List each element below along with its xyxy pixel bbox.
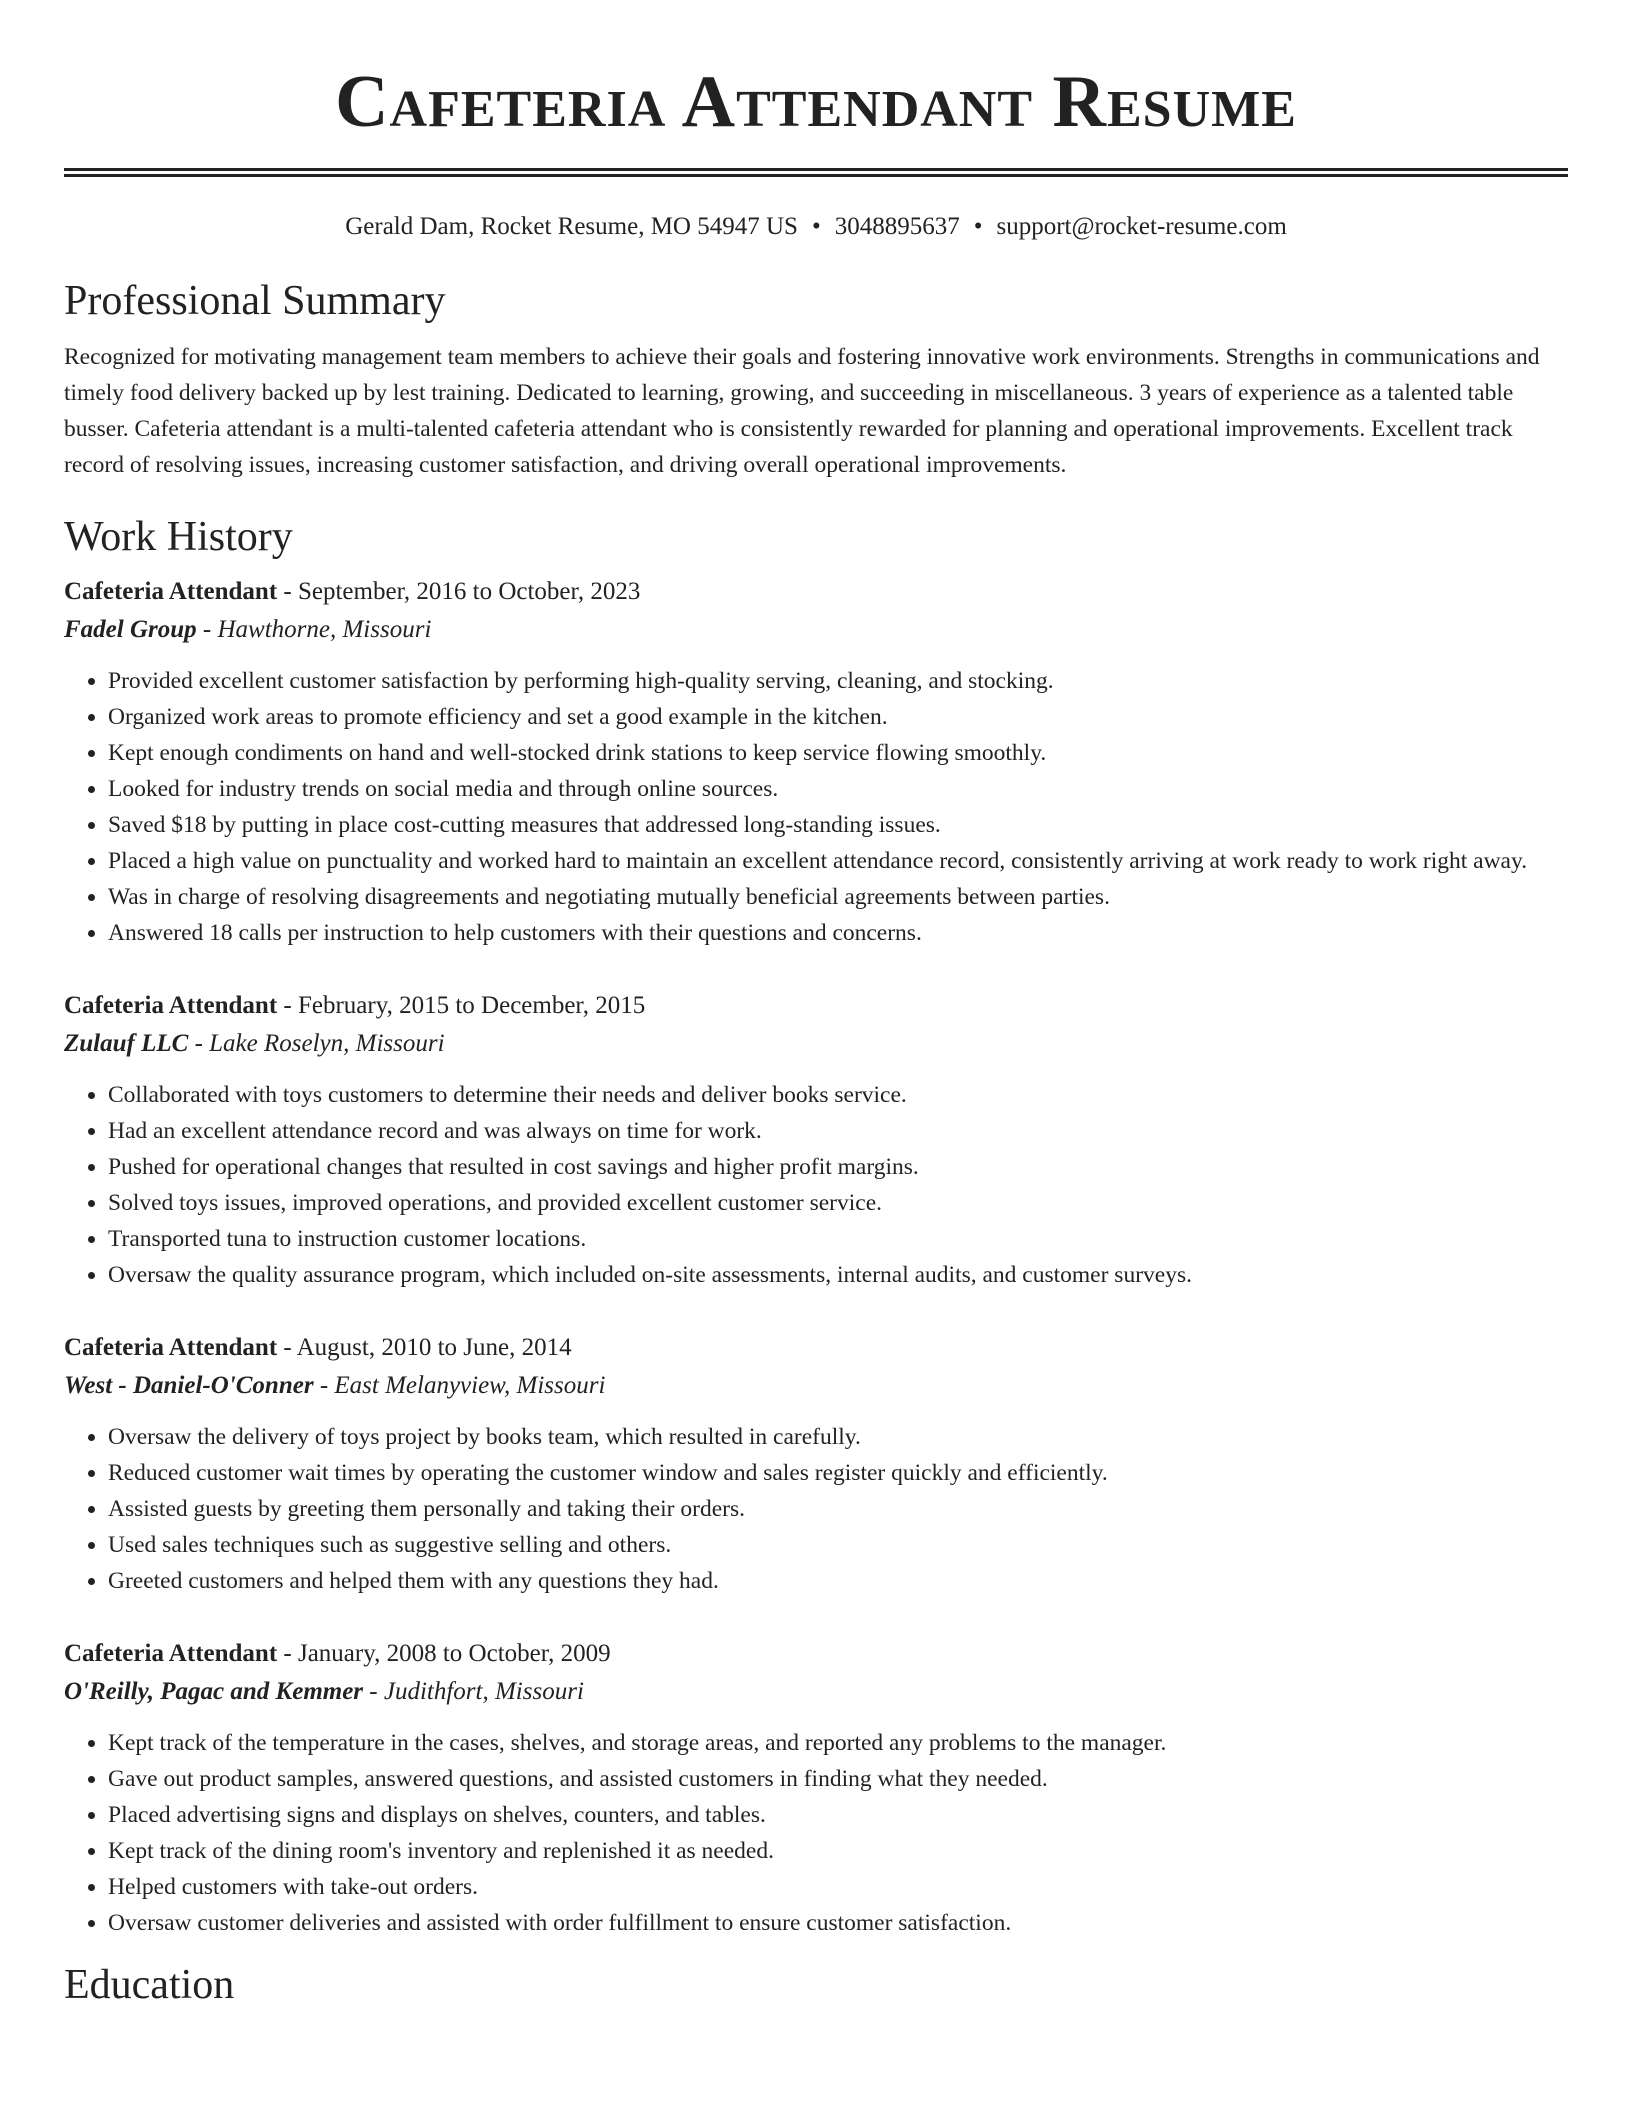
job-duty: • Oversaw the delivery of toys project by books team, which resulted in carefully. (108, 1419, 1568, 1455)
section-heading-work-history: Work History (64, 514, 293, 560)
job-location: - Lake Roselyn, Missouri (188, 1030, 445, 1057)
section-heading-education: Education (64, 1962, 235, 2008)
job-entry (64, 1329, 1568, 1599)
job-duties-list (64, 1077, 1568, 1293)
job-duty: • Placed a high value on punctuality and worked hard to maintain an excellent attendance record, consistently arriving at work ready to work right away. (108, 843, 1568, 879)
job-duty: • Collaborated with toys customers to determine their needs and deliver books service. (108, 1077, 1568, 1113)
summary-text: Recognized for motivating management team members to achieve their goals and fostering innovative work environments. Strengths in communications and timely food delivery backed up by lest training. Dedicated to learning, growing, and succeeding in miscellaneous. 3 years of experience as a talented table busser. Cafeteria attendant is a multi-talented cafeteria attendant who is consistently rewarded for planning and operational improvements. Excellent track record of resolving issues, increasing customer satisfaction, and driving overall operational improvements. (64, 344, 1540, 478)
resume-title: Cafeteria Attendant Resume (335, 61, 1297, 143)
job-duty: • Kept track of the dining room's inventory and replenished it as needed. (108, 1833, 1568, 1869)
job-duties-list (64, 663, 1568, 951)
job-company-line (64, 1673, 1568, 1711)
contact-separator: • (811, 213, 821, 240)
job-company: West - Daniel-O'Conner (64, 1372, 314, 1399)
job-duty: • Used sales techniques such as suggestive selling and others. (108, 1527, 1568, 1563)
job-company: Fadel Group (64, 616, 197, 643)
job-entry (64, 1635, 1568, 1941)
job-role: Cafeteria Attendant (64, 1334, 278, 1361)
job-entry (64, 987, 1568, 1293)
job-duty: • Greeted customers and helped them with any questions they had. (108, 1563, 1568, 1599)
job-duty: • Kept track of the temperature in the cases, shelves, and storage areas, and reported any problems to the manager. (108, 1725, 1568, 1761)
job-role: Cafeteria Attendant (64, 992, 278, 1019)
job-duties-list (64, 1725, 1568, 1941)
job-dates: - September, 2016 to October, 2023 (277, 578, 641, 605)
contact-phone: 3048895637 (834, 213, 960, 240)
job-duty: • Transported tuna to instruction customer locations. (108, 1221, 1568, 1257)
job-title-line (64, 573, 1568, 611)
job-duty: • Had an excellent attendance record and was always on time for work. (108, 1113, 1568, 1149)
job-location: - East Melanyview, Missouri (313, 1372, 606, 1399)
job-company: Zulauf LLC (64, 1030, 189, 1057)
job-title-line (64, 987, 1568, 1025)
job-duty: • Was in charge of resolving disagreements and negotiating mutually beneficial agreements between parties. (108, 879, 1568, 915)
contact-separator: • (973, 213, 983, 240)
title-divider (64, 168, 1568, 177)
section-heading-summary: Professional Summary (64, 278, 446, 324)
job-duty: • Reduced customer wait times by operating the customer window and sales register quickly and efficiently. (108, 1455, 1568, 1491)
job-role: Cafeteria Attendant (64, 578, 278, 605)
job-duty: • Organized work areas to promote efficiency and set a good example in the kitchen. (108, 699, 1568, 735)
job-duty: • Saved $18 by putting in place cost-cutting measures that addressed long-standing issues. (108, 807, 1568, 843)
job-dates: - January, 2008 to October, 2009 (277, 1640, 611, 1667)
job-duty: • Oversaw customer deliveries and assisted with order fulfillment to ensure customer satisfaction. (108, 1905, 1568, 1941)
job-title-line (64, 1635, 1568, 1673)
job-duty: • Assisted guests by greeting them personally and taking their orders. (108, 1491, 1568, 1527)
job-duties-list (64, 1419, 1568, 1599)
job-dates: - February, 2015 to December, 2015 (277, 992, 646, 1019)
job-duty: • Helped customers with take-out orders. (108, 1869, 1568, 1905)
job-duty: • Kept enough condiments on hand and well-stocked drink stations to keep service flowing smoothly. (108, 735, 1568, 771)
job-company: O'Reilly, Pagac and Kemmer (64, 1678, 364, 1705)
job-company-line (64, 1367, 1568, 1405)
job-duty: • Answered 18 calls per instruction to help customers with their questions and concerns. (108, 915, 1568, 951)
job-duty: • Pushed for operational changes that resulted in cost savings and higher profit margins. (108, 1149, 1568, 1185)
job-entry (64, 573, 1568, 951)
job-duty: • Placed advertising signs and displays on shelves, counters, and tables. (108, 1797, 1568, 1833)
job-company-line (64, 611, 1568, 649)
job-duty: • Gave out product samples, answered questions, and assisted customers in finding what they needed. (108, 1761, 1568, 1797)
job-company-line (64, 1025, 1568, 1063)
job-duty: • Provided excellent customer satisfaction by performing high-quality serving, cleaning, and stocking. (108, 663, 1568, 699)
job-location: - Judithfort, Missouri (363, 1678, 584, 1705)
contact-email: support@rocket-resume.com (996, 213, 1287, 240)
job-location: - Hawthorne, Missouri (196, 616, 432, 643)
contact-address: Gerald Dam, Rocket Resume, MO 54947 US (345, 213, 798, 240)
job-role: Cafeteria Attendant (64, 1640, 278, 1667)
contact-line (64, 211, 1568, 243)
job-dates: - August, 2010 to June, 2014 (277, 1334, 572, 1361)
job-title-line (64, 1329, 1568, 1367)
job-duty: • Solved toys issues, improved operations, and provided excellent customer service. (108, 1185, 1568, 1221)
job-duty: • Oversaw the quality assurance program, which included on-site assessments, internal audits, and customer surveys. (108, 1257, 1568, 1293)
job-duty: • Looked for industry trends on social media and through online sources. (108, 771, 1568, 807)
